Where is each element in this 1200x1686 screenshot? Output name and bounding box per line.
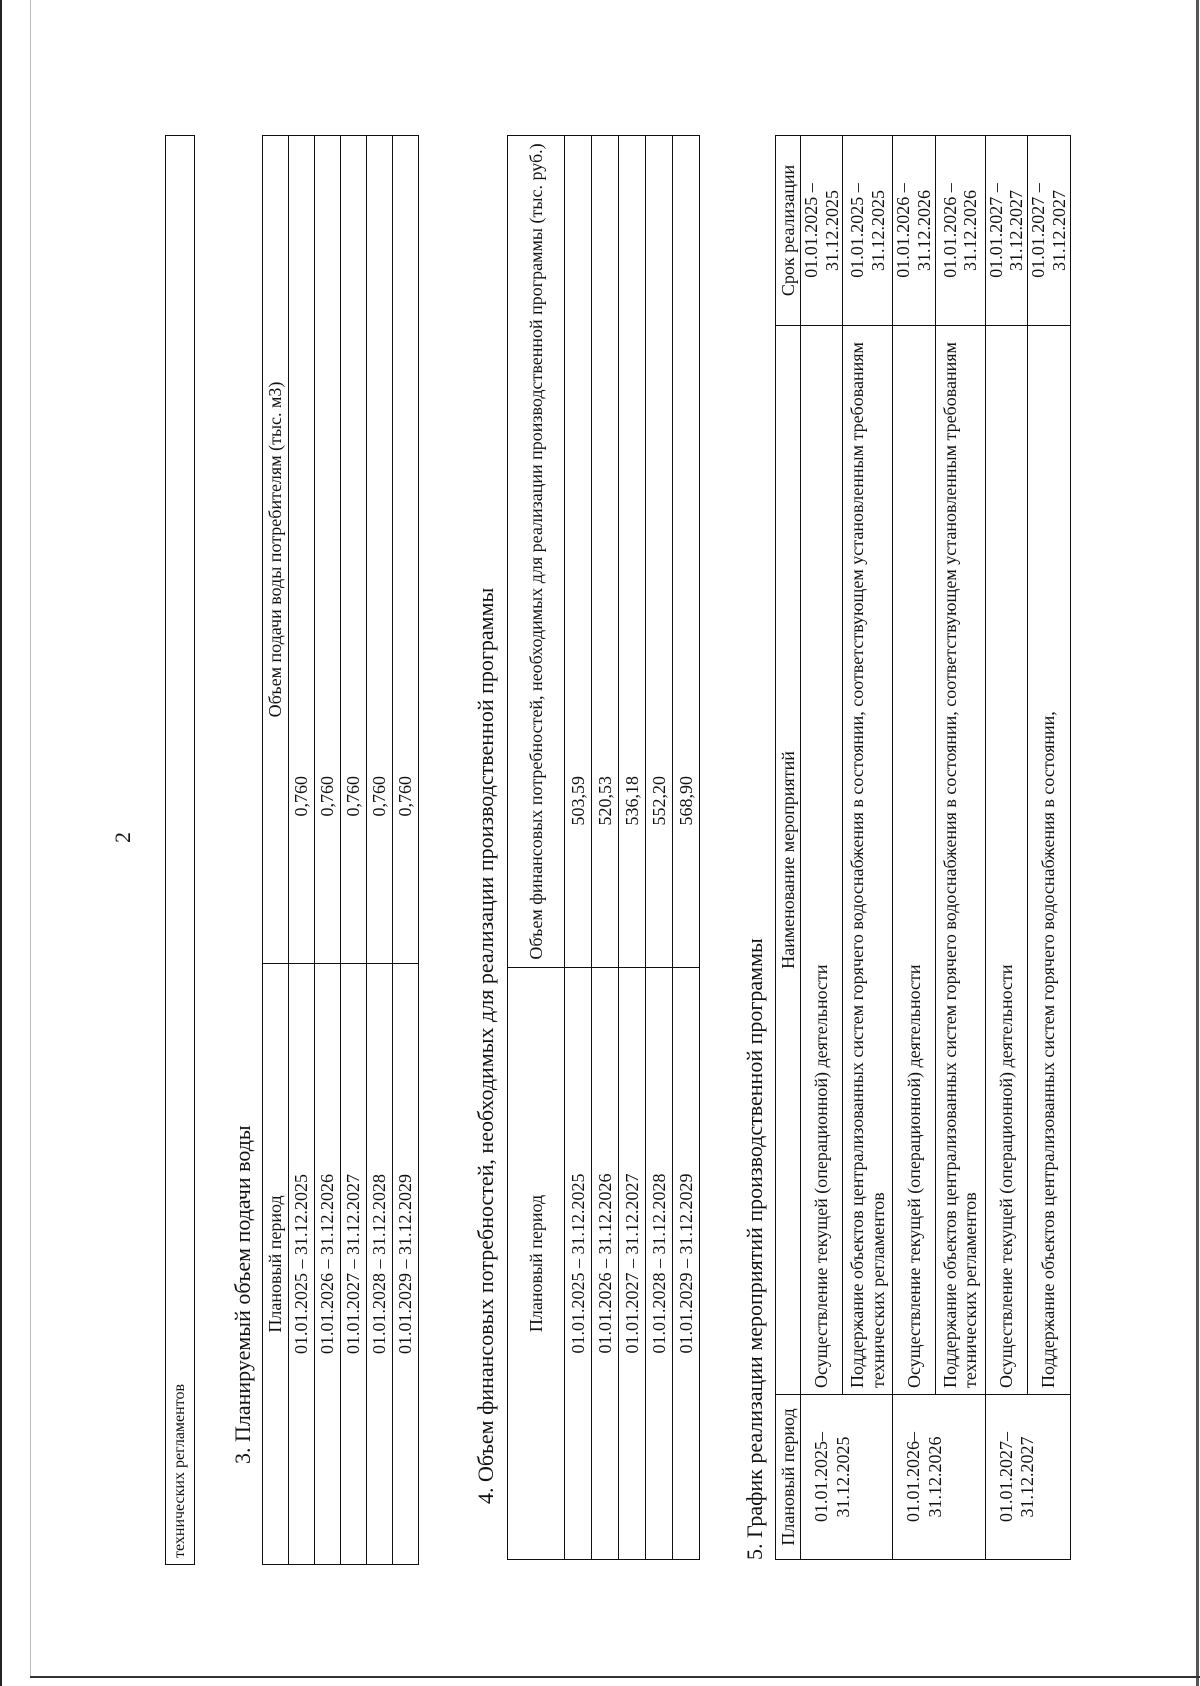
activity-cell: Поддержание объектов централизованных систем горячего водоснабжения в состоянии, соответствующем установленным требованиям технических регламентов (935, 326, 985, 1395)
period-cell: 01.01.2025 – 31.12.2025 (289, 964, 315, 1565)
table-row (801, 136, 843, 1560)
table-row (619, 136, 646, 1560)
period-cell: 01.01.2026 – 31.12.2026 (315, 964, 341, 1565)
table-row (1028, 136, 1070, 1560)
section5-title: 5. График реализации мероприятий производственной программы (742, 938, 767, 1560)
table-row (843, 136, 893, 1560)
period-cell: 01.01.2027–31.12.2027 (985, 1395, 1070, 1560)
water-supply-table (262, 135, 419, 1565)
period-cell: 01.01.2029 – 31.12.2029 (673, 968, 700, 1560)
table-row (341, 136, 367, 1565)
table-row (673, 136, 700, 1560)
column-header: Плановый период (508, 968, 565, 1560)
deadline-cell: 01.01.2026 – 31.12.2026 (935, 136, 985, 326)
period-cell: 01.01.2029 – 31.12.2029 (393, 964, 419, 1565)
schedule-table (775, 135, 1071, 1560)
volume-cell: 0,760 (341, 136, 367, 964)
amount-cell: 503,59 (565, 136, 592, 968)
deadline-cell: 01.01.2027 – 31.12.2027 (1028, 136, 1070, 326)
amount-cell: 520,53 (592, 136, 619, 968)
deadline-cell: 01.01.2025 – 31.12.2025 (801, 136, 843, 326)
activity-cell: Поддержание объектов централизованных систем горячего водоснабжения в состоянии, соответствующем установленным требованиям технических регламентов (843, 326, 893, 1395)
volume-cell: 0,760 (393, 136, 419, 964)
period-cell: 01.01.2028 – 31.12.2028 (367, 964, 393, 1565)
table-row (935, 136, 985, 1560)
deadline-cell: 01.01.2025 – 31.12.2025 (843, 136, 893, 326)
activity-cell: Осуществление текущей (операционной) деятельности (893, 326, 935, 1395)
period-cell: 01.01.2027 – 31.12.2027 (341, 964, 367, 1565)
column-header: Наименование мероприятий (776, 326, 801, 1395)
table-row (393, 136, 419, 1565)
amount-cell: 536,18 (619, 136, 646, 968)
column-header: Объем подачи воды потребителям (тыс. м3) (263, 136, 289, 964)
period-cell: 01.01.2027 – 31.12.2027 (619, 968, 646, 1560)
table-row (315, 136, 341, 1565)
column-header: Плановый период (776, 1395, 801, 1560)
amount-cell: 568,90 (673, 136, 700, 968)
period-cell: 01.01.2026–31.12.2026 (893, 1395, 985, 1560)
continuation-cell (165, 135, 195, 1565)
volume-cell: 0,760 (315, 136, 341, 964)
volume-cell: 0,760 (289, 136, 315, 964)
column-header: Срок реализации (776, 136, 801, 326)
table-row (592, 136, 619, 1560)
page-number: 2 (110, 832, 135, 843)
activity-cell: Осуществление текущей (операционной) деятельности (801, 326, 843, 1395)
table-row (367, 136, 393, 1565)
table-row (985, 136, 1027, 1560)
section4-title: 4. Объем финансовых потребностей, необходимых для реализации производственной программы (473, 587, 498, 1504)
column-header: Объем финансовых потребностей, необходимых для реализации производственной программы (тыс. руб.) (508, 136, 565, 968)
period-cell: 01.01.2028 – 31.12.2028 (646, 968, 673, 1560)
table-row (289, 136, 315, 1565)
table-header-row (263, 136, 289, 1565)
section3-title: 3. Планируемый объем подачи воды (230, 1125, 255, 1464)
table-row (565, 136, 592, 1560)
table-header-row (776, 136, 801, 1560)
column-header: Плановый период (263, 964, 289, 1565)
period-cell: 01.01.2025 – 31.12.2025 (565, 968, 592, 1560)
deadline-cell: 01.01.2026 – 31.12.2026 (893, 136, 935, 326)
amount-cell: 552,20 (646, 136, 673, 968)
activity-cell: Осуществление текущей (операционной) деятельности (985, 326, 1027, 1395)
period-cell: 01.01.2026 – 31.12.2026 (592, 968, 619, 1560)
period-cell: 01.01.2025–31.12.2025 (801, 1395, 893, 1560)
table-header-row (508, 136, 565, 1560)
table-row (646, 136, 673, 1560)
deadline-cell: 01.01.2027 – 31.12.2027 (985, 136, 1027, 326)
volume-cell: 0,760 (367, 136, 393, 964)
table-row (893, 136, 935, 1560)
continuation-text: технических регламентов (171, 1383, 188, 1558)
financial-needs-table (507, 135, 700, 1560)
activity-cell: Поддержание объектов централизованных систем горячего водоснабжения в состоянии, (1028, 326, 1070, 1395)
